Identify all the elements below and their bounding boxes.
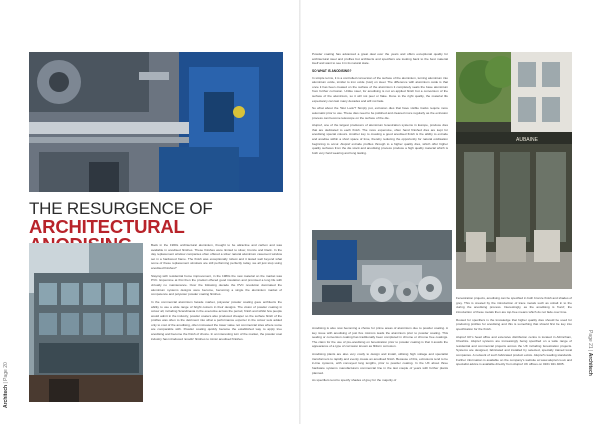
paragraph: Staying with residential home improvement, in the 1980s the new material on the market was PVC. Expensive at first then the product offered good insulation and promised a long life with virtually no maintenance. Over the following decade the PVC revolution dominated the aluminium systems designs were become, becoming a single the aluminium market of competence and polyester powder coating finishes. bbox=[151, 273, 282, 297]
paragraph: In the commercial aluminium facade market, polyester powder coating gave architects the ability to use a wide range of bright colours in their designs. The vision of powder coating in colour all, including Scandinavia in the executive across the period, finish and whilst few people would admit in the industry, powder coaters also produced cheaper so the surface finish of the profiles was often to the detriment into what a performance exporter in the colour sets added only to cost of the anodising, often increased the lower value not commercial sites where some are comparable with. Powder coating quickly became the established way to apply true anodising and become the finish of choice. In an interesting turn of the market, the powder coat industry has introduced 'anodic' finishes to mimic anodised finishes. bbox=[151, 299, 282, 341]
section-heading: SO WHAT IS ANODISING? bbox=[312, 68, 352, 73]
left-folio: Architech | Page 20 bbox=[3, 362, 9, 408]
right-folio: Page 21 | Architech bbox=[587, 330, 593, 376]
right-folio-page: Page 21 bbox=[587, 330, 593, 349]
paragraph: Anodising plants are also very costly to design and install, utilising high voltage and specialist transformers to rapidly and evenly create an anodised finish. Because of this, extrusions tend to be in-line systems, with conveyed long lengths, prior to powder coating. In the UK about three hardware systems manufacturers commercial line in the last couple of years with further plants planned. bbox=[312, 352, 448, 375]
building-illustration bbox=[29, 243, 143, 402]
paragraph: Anodising is also now becoming a choice for prime areas of aluminium due to powder coating. A key issue with anodising of just five microns leads the aluminium prior to powder coating. This sealing or conversion coating has traditionally been completed in chrome or chrome free coatings. The claim for the use of pre-anodising on fenestration prior to powder coating is that it avoids the appearance of a type of corrosion known as filiform corrosion. bbox=[312, 326, 448, 349]
title-line-2: ARCHITECTURAL bbox=[29, 216, 185, 237]
column-mid-right bbox=[312, 52, 448, 159]
paragraph: In simple terms, it is a controlled conversion of the surface of the aluminium, turning aluminium into aluminium oxide, similar to iron oxide (rust) on steel. The difference with aluminium oxide is that once it has been created on the surface of the aluminium it completely seals the base aluminium from further corrosion. Unlike steel, for anodising is not an applied finish but a conversion of the surface of the aluminium, so it will not peel or flake. Done to the right quality, the material life expectancy can last many decades and will not fade. bbox=[312, 75, 448, 103]
right-folio-brand: Architech bbox=[587, 352, 593, 376]
machinery-illustration bbox=[29, 52, 283, 192]
paragraph: So what about the 'Wet Look'? Simply put, extrusion dies that have visible tracks require more automatic prior to use. These dies need to be polished and cleaned more regularly as the extrusion process can become telescope on the surface of the die. bbox=[312, 106, 448, 120]
storefront-sign: AUBAINE bbox=[516, 137, 538, 143]
title-line-1: THE RESURGENCE OF bbox=[29, 199, 213, 218]
paragraph: Routed for specifiers is the knowledge that higher quality dies should be used for producing profiles for anodising and this is something that should first be key into specification for the finish. bbox=[456, 317, 572, 331]
photo-aluminium-factory bbox=[312, 230, 452, 315]
paragraph: Alupref, one of the largest producers of aluminium fenestration systems in Europe, produce dies that are dedicated to each finish. The more expensive, often hand finished dies are kept for anodising special colours. Another key to creating a good anodised finish is the ability to extrude and anodise within a short space of time, thereby reducing the opportunity for natural oxidisation beginning to occur. Alupref extrude profiles through to a higher quality dies, which offer higher quality surfaces from the die stock and anodising process produce a high quality material which is both very hard wearing and long lasting. bbox=[312, 123, 448, 155]
right-page bbox=[301, 0, 600, 424]
column-mid-left bbox=[151, 243, 282, 344]
paragraph: Back in the 1960s architectural aluminium, thought to be attractive and carbon and was available in anodised finishes. These finishes were limited to silver, bronze and black. In the day replacement window companies often offered a silver natural aluminium casement window set in a hardwood frame. The finish was exceptionally robust and it lasted well beyond what some of these replacement windows are still performing perfectly today, we all just stop using anodised finishes? bbox=[151, 243, 282, 270]
paragraph: Alupref UK's head office and extensive distribution centre is located in Altrincham, Cheshire. Alupref systems are increasingly being specified on a wide range of residential and commercial projects across the UK including fenestration projects. Systems are designed, fabricated and installed by selected, specially trained local companies. A network of such fabricated product exists. Alupref's leading standards. Further information is available on the company's website at www.alupref.co.uk and specialist advice is available directly from Alupref UK offices on 0161 941 4005. bbox=[456, 334, 572, 367]
storefront-illustration bbox=[456, 52, 572, 289]
photo-storefront bbox=[456, 52, 572, 289]
left-folio-brand: Architech bbox=[3, 384, 9, 408]
paragraph: Fenestration projects, anodising can be specified in both bronze finish and shades of grey. This is created by the introduction of trace metals such as cobalt in to the during the anodising process. Interestingly, as the anodising is 'hard', the introduction of these metals then are top-free means which do not fade over time. bbox=[456, 296, 572, 314]
photo-anodising-machinery bbox=[29, 52, 283, 192]
left-folio-page: Page 20 bbox=[3, 362, 9, 381]
paragraph: As specifiers tend to specify shades of grey for the majority of bbox=[312, 378, 397, 383]
photo-office-building bbox=[29, 243, 143, 402]
column-right bbox=[456, 296, 572, 370]
column-mid-right-lower bbox=[312, 326, 448, 386]
factory-illustration bbox=[312, 230, 452, 315]
paragraph: Powder coating has advanced a great deal over the years and offers exceptional quality for architectural steel and profiles but architects and specifiers are looking back to the best material itself and want to see it in its natural state. bbox=[312, 52, 448, 66]
